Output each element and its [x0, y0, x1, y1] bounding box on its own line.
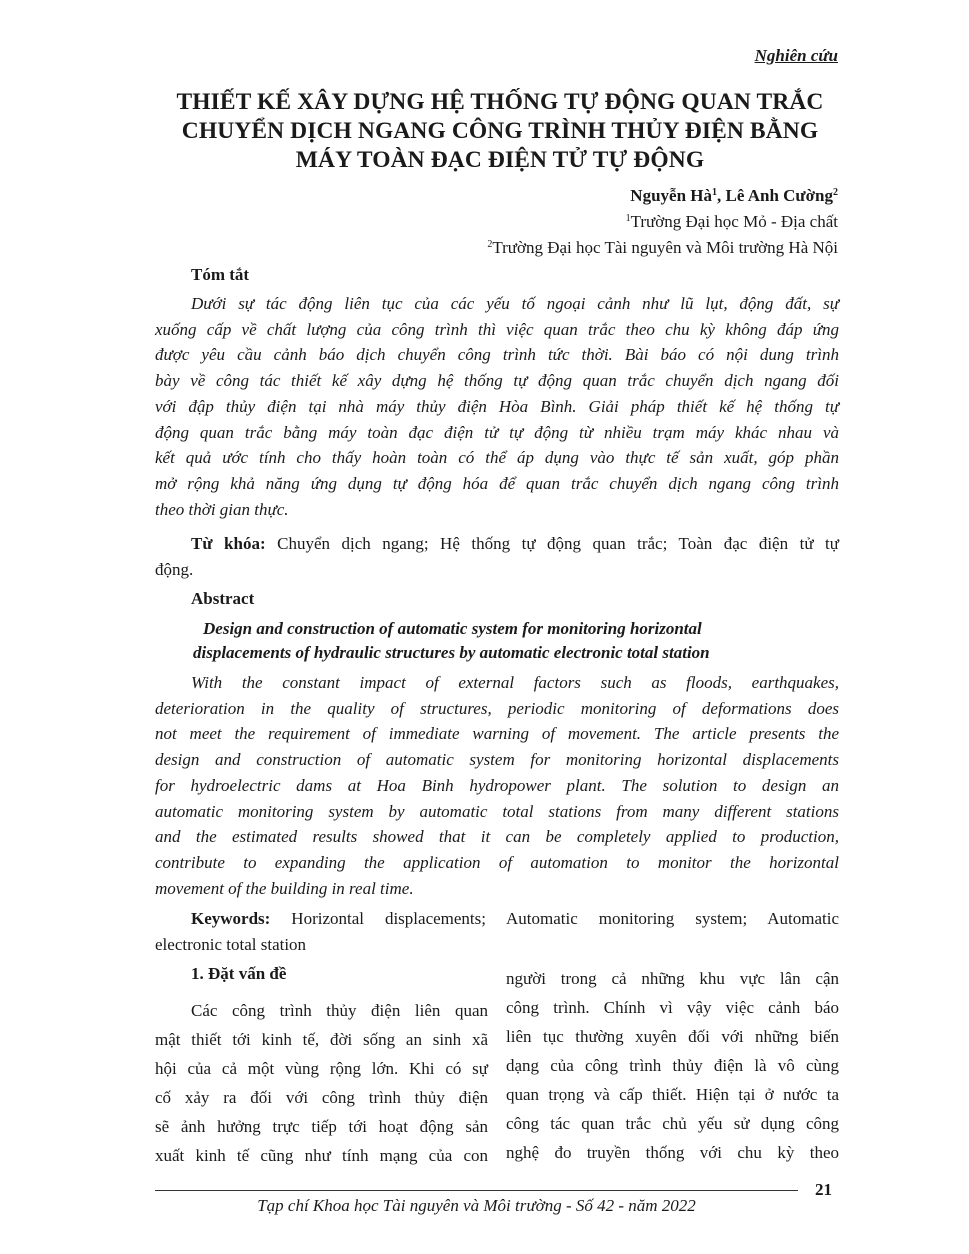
text-line: contribute to expanding the application of automation to monitor the horizontal: [155, 852, 839, 872]
text-line: not meet the requirement of immediate warning of movement. The article presents the: [155, 724, 839, 744]
text-line: động quan trắc bằng máy toàn đạc điện tử tự động từ nhiều trạm máy khác nhau và: [155, 422, 839, 442]
text-line: and the estimated results showed that it can be completely applied to production,: [155, 827, 839, 847]
footer-divider: [155, 1190, 798, 1191]
page-number: 21: [815, 1180, 832, 1199]
text-line: được yêu cầu cảnh báo dịch chuyển công trình tức thời. Bài báo có nội dung trình: [155, 345, 839, 365]
title-line: CHUYỂN DỊCH NGANG CÔNG TRÌNH THỦY ĐIỆN BẰNG: [181, 118, 819, 144]
keywords-label: Keywords:: [191, 909, 271, 928]
section-tag: Nghiên cứu: [754, 46, 838, 65]
text-line: công tác quan trắc chủ yếu sử dụng công: [506, 1114, 839, 1133]
affiliation-text: Trường Đại học Mỏ - Địa chất: [630, 212, 838, 231]
affiliation-text: Trường Đại học Tài nguyên và Môi trường Hà Nội: [492, 238, 838, 257]
body-column-left: [155, 996, 488, 1170]
text-line: Dưới sự tác động liên tục của các yếu tố ngoại cảnh như lũ lụt, động đất, sự: [191, 294, 839, 313]
text-line: Các công trình thủy điện liên quan: [191, 1001, 488, 1020]
author-separator: ,: [717, 186, 726, 205]
author-name: Nguyễn Hà: [630, 186, 713, 205]
author-affiliation-mark: 1: [712, 187, 718, 198]
text-line: quan trọng và cấp thiết. Hiện tại ở nước ta: [506, 1085, 839, 1104]
section-heading: 1. Đặt vấn đề: [191, 964, 287, 983]
text-line: dạng của công trình thủy điện là vô cùng: [506, 1056, 839, 1075]
text-line: design and construction of automatic system for monitoring horizontal displacements: [155, 750, 839, 770]
text-line: kết quả ước tính cho thấy hoàn toàn có thể áp dụng vào thực tế sản xuất, góp phần: [155, 448, 839, 468]
affiliation-mark: 1: [625, 213, 631, 224]
abstract-heading-vn: Tóm tắt: [191, 265, 250, 284]
author-list: [630, 186, 838, 206]
journal-footer: Tạp chí Khoa học Tài nguyên và Môi trường - Số 42 - năm 2022: [257, 1196, 696, 1215]
text-line: bày về công tác thiết kế xây dựng hệ thống tự động quan trắc chuyển dịch ngang đối: [155, 371, 839, 391]
abstract-heading-en: Abstract: [191, 589, 255, 608]
keywords-text: Horizontal displacements; Automatic monitoring system; Automatic: [270, 909, 839, 928]
keywords-label: Từ khóa:: [191, 534, 266, 553]
affiliation: [626, 212, 838, 232]
keywords-text: Chuyển dịch ngang; Hệ thống tự động quan trắc; Toàn đạc điện tử tự: [265, 534, 839, 553]
text-line: movement of the building in real time.: [155, 878, 414, 898]
text-line: Design and construction of automatic system for monitoring horizontal: [203, 619, 702, 638]
keywords-en: [155, 906, 839, 957]
text-line: công trình. Chính vì vậy việc cảnh báo: [506, 998, 839, 1017]
affiliation: [487, 238, 838, 258]
abstract-vn-text: [155, 291, 839, 522]
text-line: xuất kinh tế cũng như tính mạng của con: [155, 1146, 488, 1165]
text-line: With the constant impact of external factors such as floods, earthquakes,: [191, 673, 839, 692]
paper-title: [150, 88, 850, 175]
title-line: THIẾT KẾ XÂY DỰNG HỆ THỐNG TỰ ĐỘNG QUAN TRẮC: [176, 89, 824, 115]
text-line: sẽ ảnh hưởng trực tiếp tới hoạt động sản: [155, 1117, 488, 1136]
title-line: MÁY TOÀN ĐẠC ĐIỆN TỬ TỰ ĐỘNG: [295, 147, 705, 173]
text-line: mở rộng khả năng ứng dụng tự động hóa để quan trắc chuyển dịch ngang công trình: [155, 473, 839, 493]
text-line: với đập thủy điện tại nhà máy thủy điện Hòa Bình. Giải pháp thiết kế hệ thống tự: [155, 396, 839, 416]
keywords-vn: [155, 531, 839, 582]
text-line: nghệ đo truyền thống với chu kỳ theo: [506, 1143, 839, 1162]
author-affiliation-mark: 2: [833, 187, 838, 198]
text-line: xuống cấp về chất lượng của công trình thì việc quan trắc theo chu kỳ không đáp ứng: [155, 319, 839, 339]
text-line: hội của cả một vùng rộng lớn. Khi có sự: [155, 1059, 488, 1078]
text-line: deterioration in the quality of structures, periodic monitoring of deformations does: [155, 698, 839, 718]
keywords-text: electronic total station: [155, 934, 307, 954]
text-line: liên tục thường xuyên đối với những biến: [506, 1027, 839, 1046]
author-name: Lê Anh Cường: [725, 186, 833, 205]
text-line: automatic monitoring system by automatic total stations from many different stations: [155, 801, 839, 821]
abstract-en-text: [155, 670, 839, 901]
text-line: người trong cả những khu vực lân cận: [506, 969, 839, 988]
text-line: mật thiết tới kinh tế, đời sống an sinh xã: [155, 1030, 488, 1049]
text-line: for hydroelectric dams at Hoa Binh hydropower plant. The solution to design an: [155, 775, 839, 795]
affiliation-mark: 2: [487, 239, 493, 250]
body-column-right: [506, 964, 839, 1167]
text-line: displacements of hydraulic structures by automatic electronic total station: [193, 643, 710, 662]
abstract-en-title: [193, 617, 813, 665]
text-line: cố xảy ra đối với công trình thủy điện: [155, 1088, 488, 1107]
text-line: theo thời gian thực.: [155, 499, 289, 519]
keywords-text: động.: [155, 559, 194, 579]
